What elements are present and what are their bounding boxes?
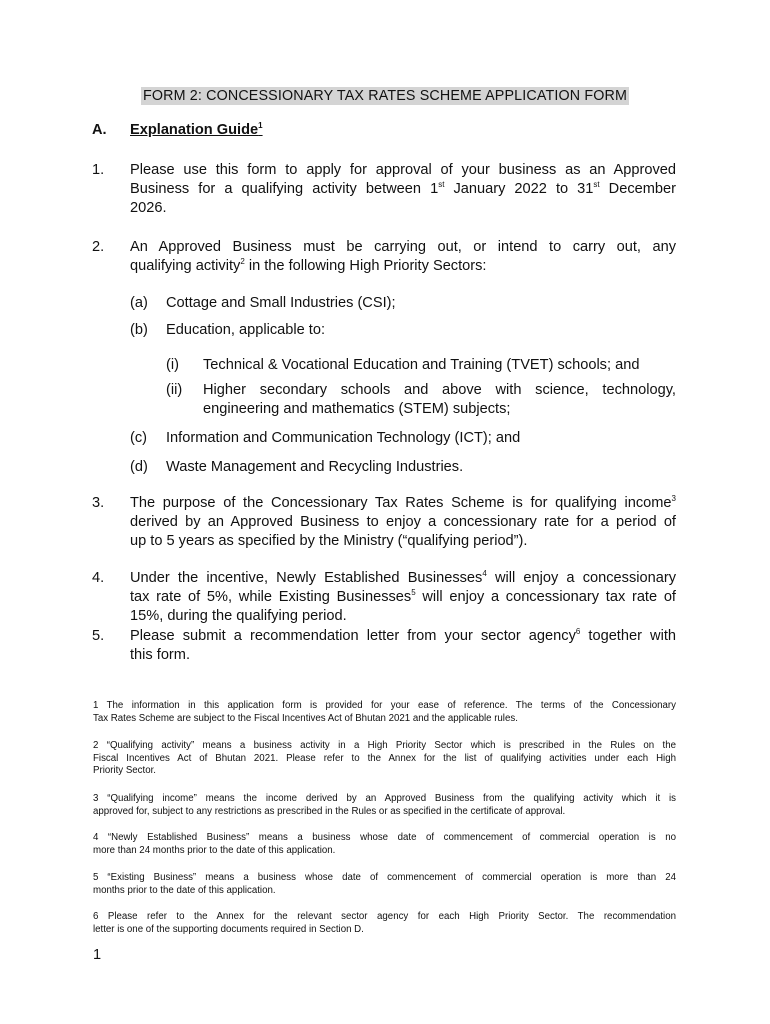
text-run: tax rate of 5%, while Existing Businesses (130, 589, 412, 606)
footnote-ref-2: 2 (240, 257, 245, 267)
footnote-2 (93, 740, 676, 778)
footnote-line: approved for, subject to any restrictions as prescribed in the Rules or as specified in the certificate of approval. (93, 805, 566, 817)
sub-item-label: (a) (130, 295, 148, 311)
text-run: The purpose of the Concessionary Tax Rates Scheme is for qualifying income (130, 495, 672, 511)
ordinal-suffix: st (438, 180, 445, 190)
footnote-line: Tax Rates Scheme are subject to the Fiscal Incentives Act of Bhutan 2021 and the applicable rules. (93, 712, 518, 724)
footnote-ref-5: 5 (411, 588, 416, 598)
paragraph-line (130, 180, 676, 199)
text-run: Under the incentive, Newly Established Businesses (130, 570, 483, 586)
ordinal-suffix: st (593, 180, 600, 190)
sub-sub-item-body (203, 381, 676, 419)
paragraph-line: derived by an Approved Business to enjoy a concessionary rate for a period of (130, 514, 676, 531)
sub-item-text: Education, applicable to: (166, 322, 326, 338)
paragraph-line: engineering and mathematics (STEM) subjects; (203, 401, 511, 418)
footnote-line: 5 “Existing Business” means a business whose date of commencement of commercial operation is more than 24 (93, 872, 676, 883)
footnote-4 (93, 832, 676, 857)
sub-sub-item-label: (i) (166, 357, 179, 373)
footnote-line: 4 “Newly Established Business” means a business whose date of commencement of commercial operation is no (93, 832, 676, 843)
footnote-line: 1 The information in this application form is provided for your ease of reference. The terms of the Concessionary (93, 700, 676, 711)
text-run: January 2022 to 31 (444, 181, 594, 198)
sub-item-label: (b) (130, 322, 148, 338)
paragraph-line: An Approved Business must be carrying out, or intend to carry out, any (130, 239, 676, 255)
paragraph-line (130, 494, 676, 513)
form-title: FORM 2: CONCESSIONARY TAX RATES SCHEME APPLICATION FORM (142, 88, 628, 104)
text-run: will enjoy a concessionary tax rate of (415, 589, 676, 606)
paragraph-line: 2026. (130, 200, 167, 217)
paragraph-body (130, 627, 676, 665)
paragraph-line (130, 588, 676, 607)
paragraph-line (130, 569, 676, 588)
footnote-line: letter is one of the supporting documents required in Section D. (93, 923, 364, 935)
sub-sub-item-text: Technical & Vocational Education and Training (TVET) schools; and (203, 357, 640, 373)
text-run: in the following High Priority Sectors: (244, 258, 487, 275)
footnote-line: more than 24 months prior to the date of this application. (93, 844, 336, 856)
paragraph-line: up to 5 years as specified by the Ministry (“qualifying period”). (130, 533, 528, 550)
footnote-1 (93, 700, 676, 725)
paragraph-line (130, 627, 676, 646)
footnote-ref-4: 4 (482, 569, 487, 579)
sub-item-text: Waste Management and Recycling Industries. (166, 459, 464, 475)
paragraph-body (130, 161, 676, 219)
sub-item-label: (c) (130, 430, 148, 446)
page-number: 1 (93, 947, 102, 963)
paragraph-body (130, 238, 676, 276)
footnote-ref-6: 6 (575, 627, 581, 637)
sub-item-label: (d) (130, 459, 148, 475)
text-run: will enjoy a concessionary (486, 570, 676, 586)
section-a-letter: A. (92, 122, 107, 138)
section-a-title (130, 122, 263, 138)
footnote-line: 2 “Qualifying activity” means a business activity in a High Priority Sector which is prescribed in the Rules on the (93, 740, 676, 751)
footnote-5 (93, 872, 676, 897)
form-title-wrap (0, 87, 770, 105)
paragraph-number: 3. (92, 495, 105, 511)
text-run: Business for a qualifying activity between 1 (130, 181, 439, 198)
paragraph-body (130, 494, 676, 552)
paragraph-number: 4. (92, 570, 105, 586)
paragraph-line: Higher secondary schools and above with science, technology, (203, 382, 676, 398)
footnote-line: 6 Please refer to the Annex for the relevant sector agency for each High Priority Sector. The recommendation (93, 911, 676, 922)
paragraph-line: this form. (130, 647, 191, 664)
sub-item-text: Information and Communication Technology (ICT); and (166, 430, 521, 446)
paragraph-number: 1. (92, 162, 105, 178)
text-run: Please submit a recommendation letter from your sector agency (130, 628, 576, 644)
footnote-line: 3 “Qualifying income” means the income derived by an Approved Business from the qualifying activity which it is (93, 793, 676, 804)
paragraph-number: 2. (92, 239, 105, 255)
footnote-3 (93, 793, 676, 818)
paragraph-line: Please use this form to apply for approval of your business as an Approved (130, 162, 676, 178)
section-a-title-text: Explanation Guide (130, 122, 259, 138)
paragraph-body (130, 569, 676, 627)
footnote-ref-1: 1 (258, 121, 263, 131)
paragraph-line: 15%, during the qualifying period. (130, 608, 347, 625)
footnote-line: Fiscal Incentives Act of Bhutan 2021. Please refer to the Annex for the list of qualifying activities under each High (93, 752, 676, 764)
paragraph-line (130, 257, 676, 276)
footnote-line: months prior to the date of this application. (93, 884, 276, 896)
text-run: December (599, 181, 676, 198)
footnote-line: Priority Sector. (93, 765, 156, 777)
footnote-6 (93, 911, 676, 936)
sub-item-text: Cottage and Small Industries (CSI); (166, 295, 396, 311)
footnote-ref-3: 3 (671, 494, 676, 504)
text-run: together with (580, 628, 676, 644)
paragraph-number: 5. (92, 628, 105, 644)
text-run: qualifying activity (130, 258, 241, 275)
sub-sub-item-label: (ii) (166, 382, 183, 398)
